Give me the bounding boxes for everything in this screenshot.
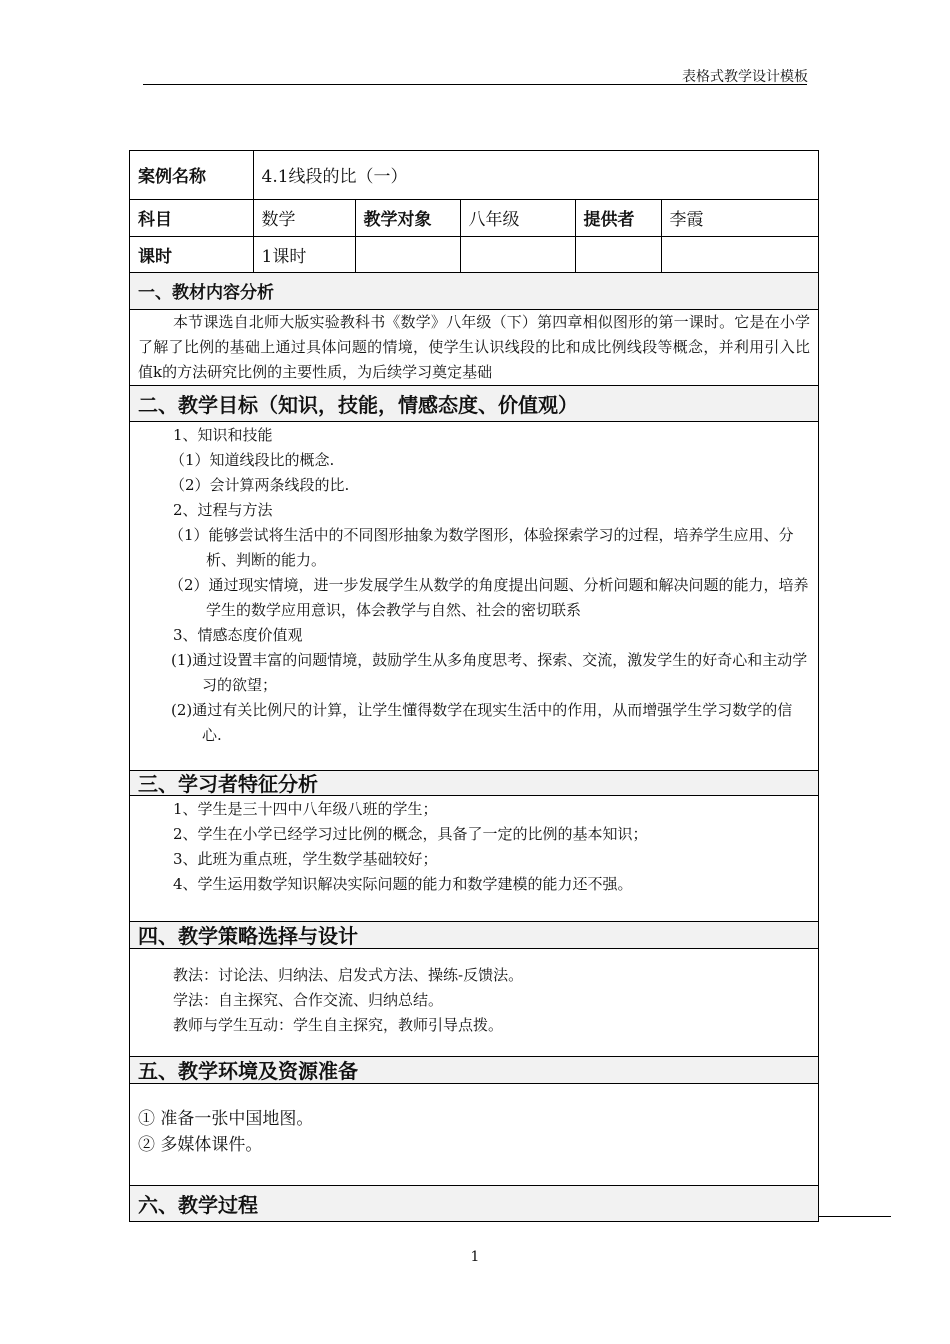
learner-item: 1、学生是三十四中八年级八班的学生； bbox=[173, 799, 438, 818]
section-1-title: 一、教材内容分析 bbox=[130, 273, 818, 310]
resource-item: ① 准备一张中国地图。 bbox=[138, 1108, 314, 1129]
subject-label: 科目 bbox=[130, 199, 253, 236]
info-table bbox=[130, 151, 818, 273]
section-1-text: 本节课选自北师大版实验教科书《数学》八年级（下）第四章相似图形的第一课时。它是在小学了解了比例的基础上通过具体问题的情境，使学生认识线段的比和成比例线段等概念，并利用引入比值k的方法研究比例的主要性质，为后续学习奠定基础 bbox=[138, 312, 810, 381]
provider-label: 提供者 bbox=[575, 199, 661, 236]
section-1-body bbox=[130, 310, 818, 385]
empty-cell bbox=[355, 236, 460, 272]
target-value: 八年级 bbox=[460, 199, 575, 236]
learner-item: 4、学生运用数学知识解决实际问题的能力和数学建模的能力还不强。 bbox=[173, 874, 633, 893]
section-5-body bbox=[130, 1084, 818, 1185]
learner-item: 3、此班为重点班，学生数学基础较好； bbox=[173, 849, 438, 868]
page-number: 1 bbox=[470, 1249, 480, 1265]
section-4-body bbox=[130, 949, 818, 1056]
objective-item: 1、知识和技能 bbox=[173, 425, 273, 444]
objective-item: （1）知道线段比的概念. bbox=[170, 450, 335, 469]
objective-item: 2、过程与方法 bbox=[173, 500, 273, 519]
target-label: 教学对象 bbox=[355, 199, 460, 236]
section-4-title: 四、教学策略选择与设计 bbox=[130, 921, 818, 949]
case-name-label: 案例名称 bbox=[130, 151, 253, 199]
strategy-item: 教师与学生互动：学生自主探究，教师引导点拨。 bbox=[173, 1015, 504, 1034]
bottom-divider bbox=[819, 1216, 891, 1217]
subject-value: 数学 bbox=[253, 199, 355, 236]
section-5-title: 五、教学环境及资源准备 bbox=[130, 1056, 818, 1084]
header-divider bbox=[143, 84, 807, 85]
document-header-title: 表格式教学设计模板 bbox=[682, 69, 808, 85]
section-3-title: 三、学习者特征分析 bbox=[130, 770, 818, 796]
objective-item: 3、情感态度价值观 bbox=[173, 625, 303, 644]
strategy-item: 教法：讨论法、归纳法、启发式方法、操练-反馈法。 bbox=[173, 965, 524, 984]
period-label: 课时 bbox=[130, 236, 253, 272]
objective-item: (1)通过设置丰富的问题情境，鼓励学生从多角度思考、探索、交流，激发学生的好奇心和主动学习的欲望； bbox=[171, 650, 808, 694]
section-3-body bbox=[130, 796, 818, 921]
section-6-title: 六、教学过程 bbox=[130, 1185, 818, 1221]
objective-item: （1）能够尝试将生活中的不同图形抽象为数学图形，体验探索学习的过程，培养学生应用、分析、判断的能力。 bbox=[169, 525, 794, 569]
lesson-plan-table bbox=[129, 150, 819, 1222]
section-2-title: 二、教学目标（知识，技能，情感态度、价值观） bbox=[130, 385, 818, 422]
objective-item: （2）会计算两条线段的比. bbox=[170, 475, 350, 494]
learner-item: 2、学生在小学已经学习过比例的概念，具备了一定的比例的基本知识； bbox=[173, 824, 648, 843]
case-name-value: 4.1线段的比（一） bbox=[253, 151, 818, 199]
empty-cell bbox=[575, 236, 661, 272]
objective-item: (2)通过有关比例尺的计算，让学生懂得数学在现实生活中的作用，从而增强学生学习数学的信心. bbox=[171, 700, 793, 744]
empty-cell bbox=[460, 236, 575, 272]
strategy-item: 学法：自主探究、合作交流、归纳总结。 bbox=[173, 990, 444, 1009]
period-value: 1课时 bbox=[253, 236, 355, 272]
empty-cell bbox=[661, 236, 818, 272]
objective-item: （2）通过现实情境，进一步发展学生从数学的角度提出问题、分析问题和解决问题的能力，培养学生的数学应用意识，体会教学与自然、社会的密切联系 bbox=[169, 575, 809, 619]
resource-item: ② 多媒体课件。 bbox=[138, 1134, 263, 1155]
section-2-body bbox=[130, 422, 818, 770]
provider-value: 李霞 bbox=[661, 199, 818, 236]
